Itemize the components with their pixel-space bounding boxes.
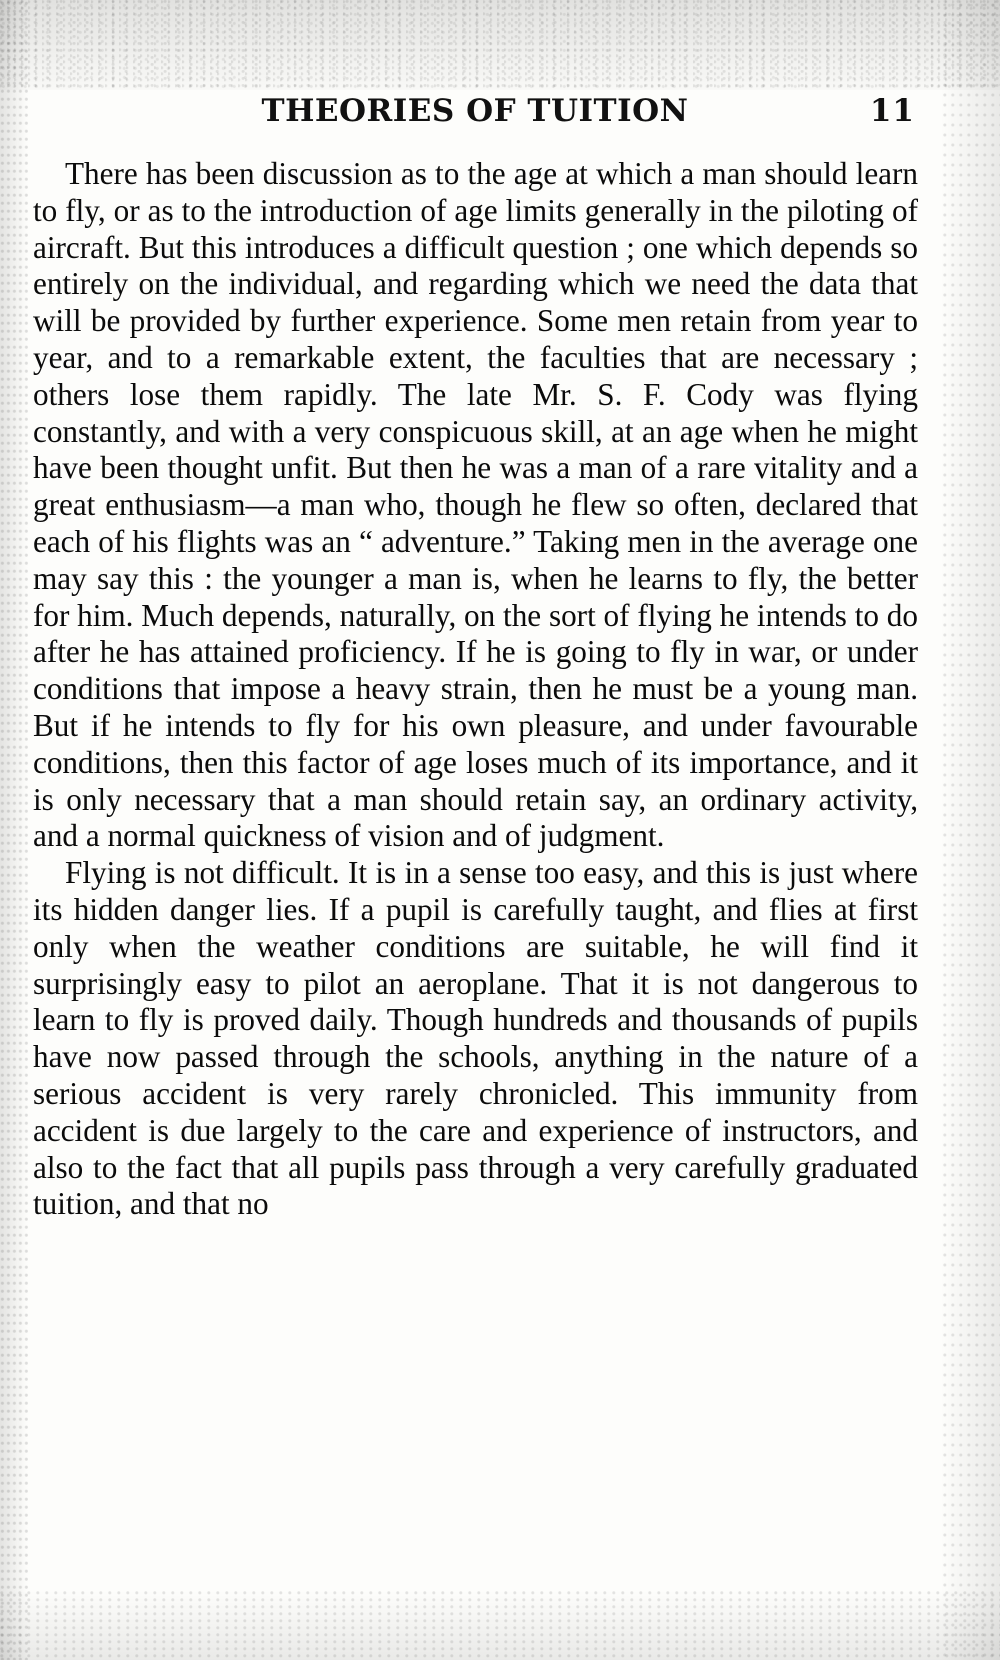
- page-edge-shading-bottom: [0, 1590, 1000, 1660]
- running-header: [35, 88, 915, 138]
- page-edge-shading-left: [0, 0, 28, 1660]
- paragraph: There has been discussion as to the age at which a man should learn to fly, or as to the introduction of age limits generally in the piloting of aircraft. But this introduces a difficult question ; one which depends so entirely on the individual, and regarding which we need the data that will be provided by further experience. Some men retain from year to year, and to a remarkable extent, the faculties that are necessary ; others lose them rapidly. The late Mr. S. F. Cody was flying constantly, and with a very conspicuous skill, at an age when he might have been thought unfit. But then he was a man of a rare vitality and a great enthusiasm—a man who, though he flew so often, declared that each of his flights was an “ adventure.” Taking men in the average one may say this : the younger a man is, when he learns to fly, the better for him. Much depends, naturally, on the sort of flying he intends to do after he has attained proficiency. If he is going to fly in war, or under conditions that impose a heavy strain, then he must be a young man. But if he intends to fly for his own pleasure, and under favourable conditions, then this factor of age loses much of its importance, and it is only necessary that a man should retain say, an ordinary activity, and a normal quickness of vision and of judgment.: [33, 156, 918, 854]
- running-title: THEORIES OF TUITION: [261, 93, 689, 129]
- page-number: 11: [869, 93, 915, 129]
- body-text: [33, 156, 918, 1223]
- page-edge-shading-right: [940, 0, 1000, 1660]
- page-edge-shading-top: [0, 0, 1000, 90]
- paragraph: Flying is not difficult. It is in a sense too easy, and this is just where its hidden danger lies. If a pupil is carefully taught, and flies at first only when the weather conditions are suitable, he will find it surprisingly easy to pilot an aeroplane. That it is not dangerous to learn to fly is proved daily. Though hundreds and thousands of pupils have now passed through the schools, anything in the nature of a serious accident is very rarely chronicled. This immunity from accident is due largely to the care and experience of instructors, and also to the fact that all pupils pass through a very carefully graduated tuition, and that no: [33, 855, 918, 1222]
